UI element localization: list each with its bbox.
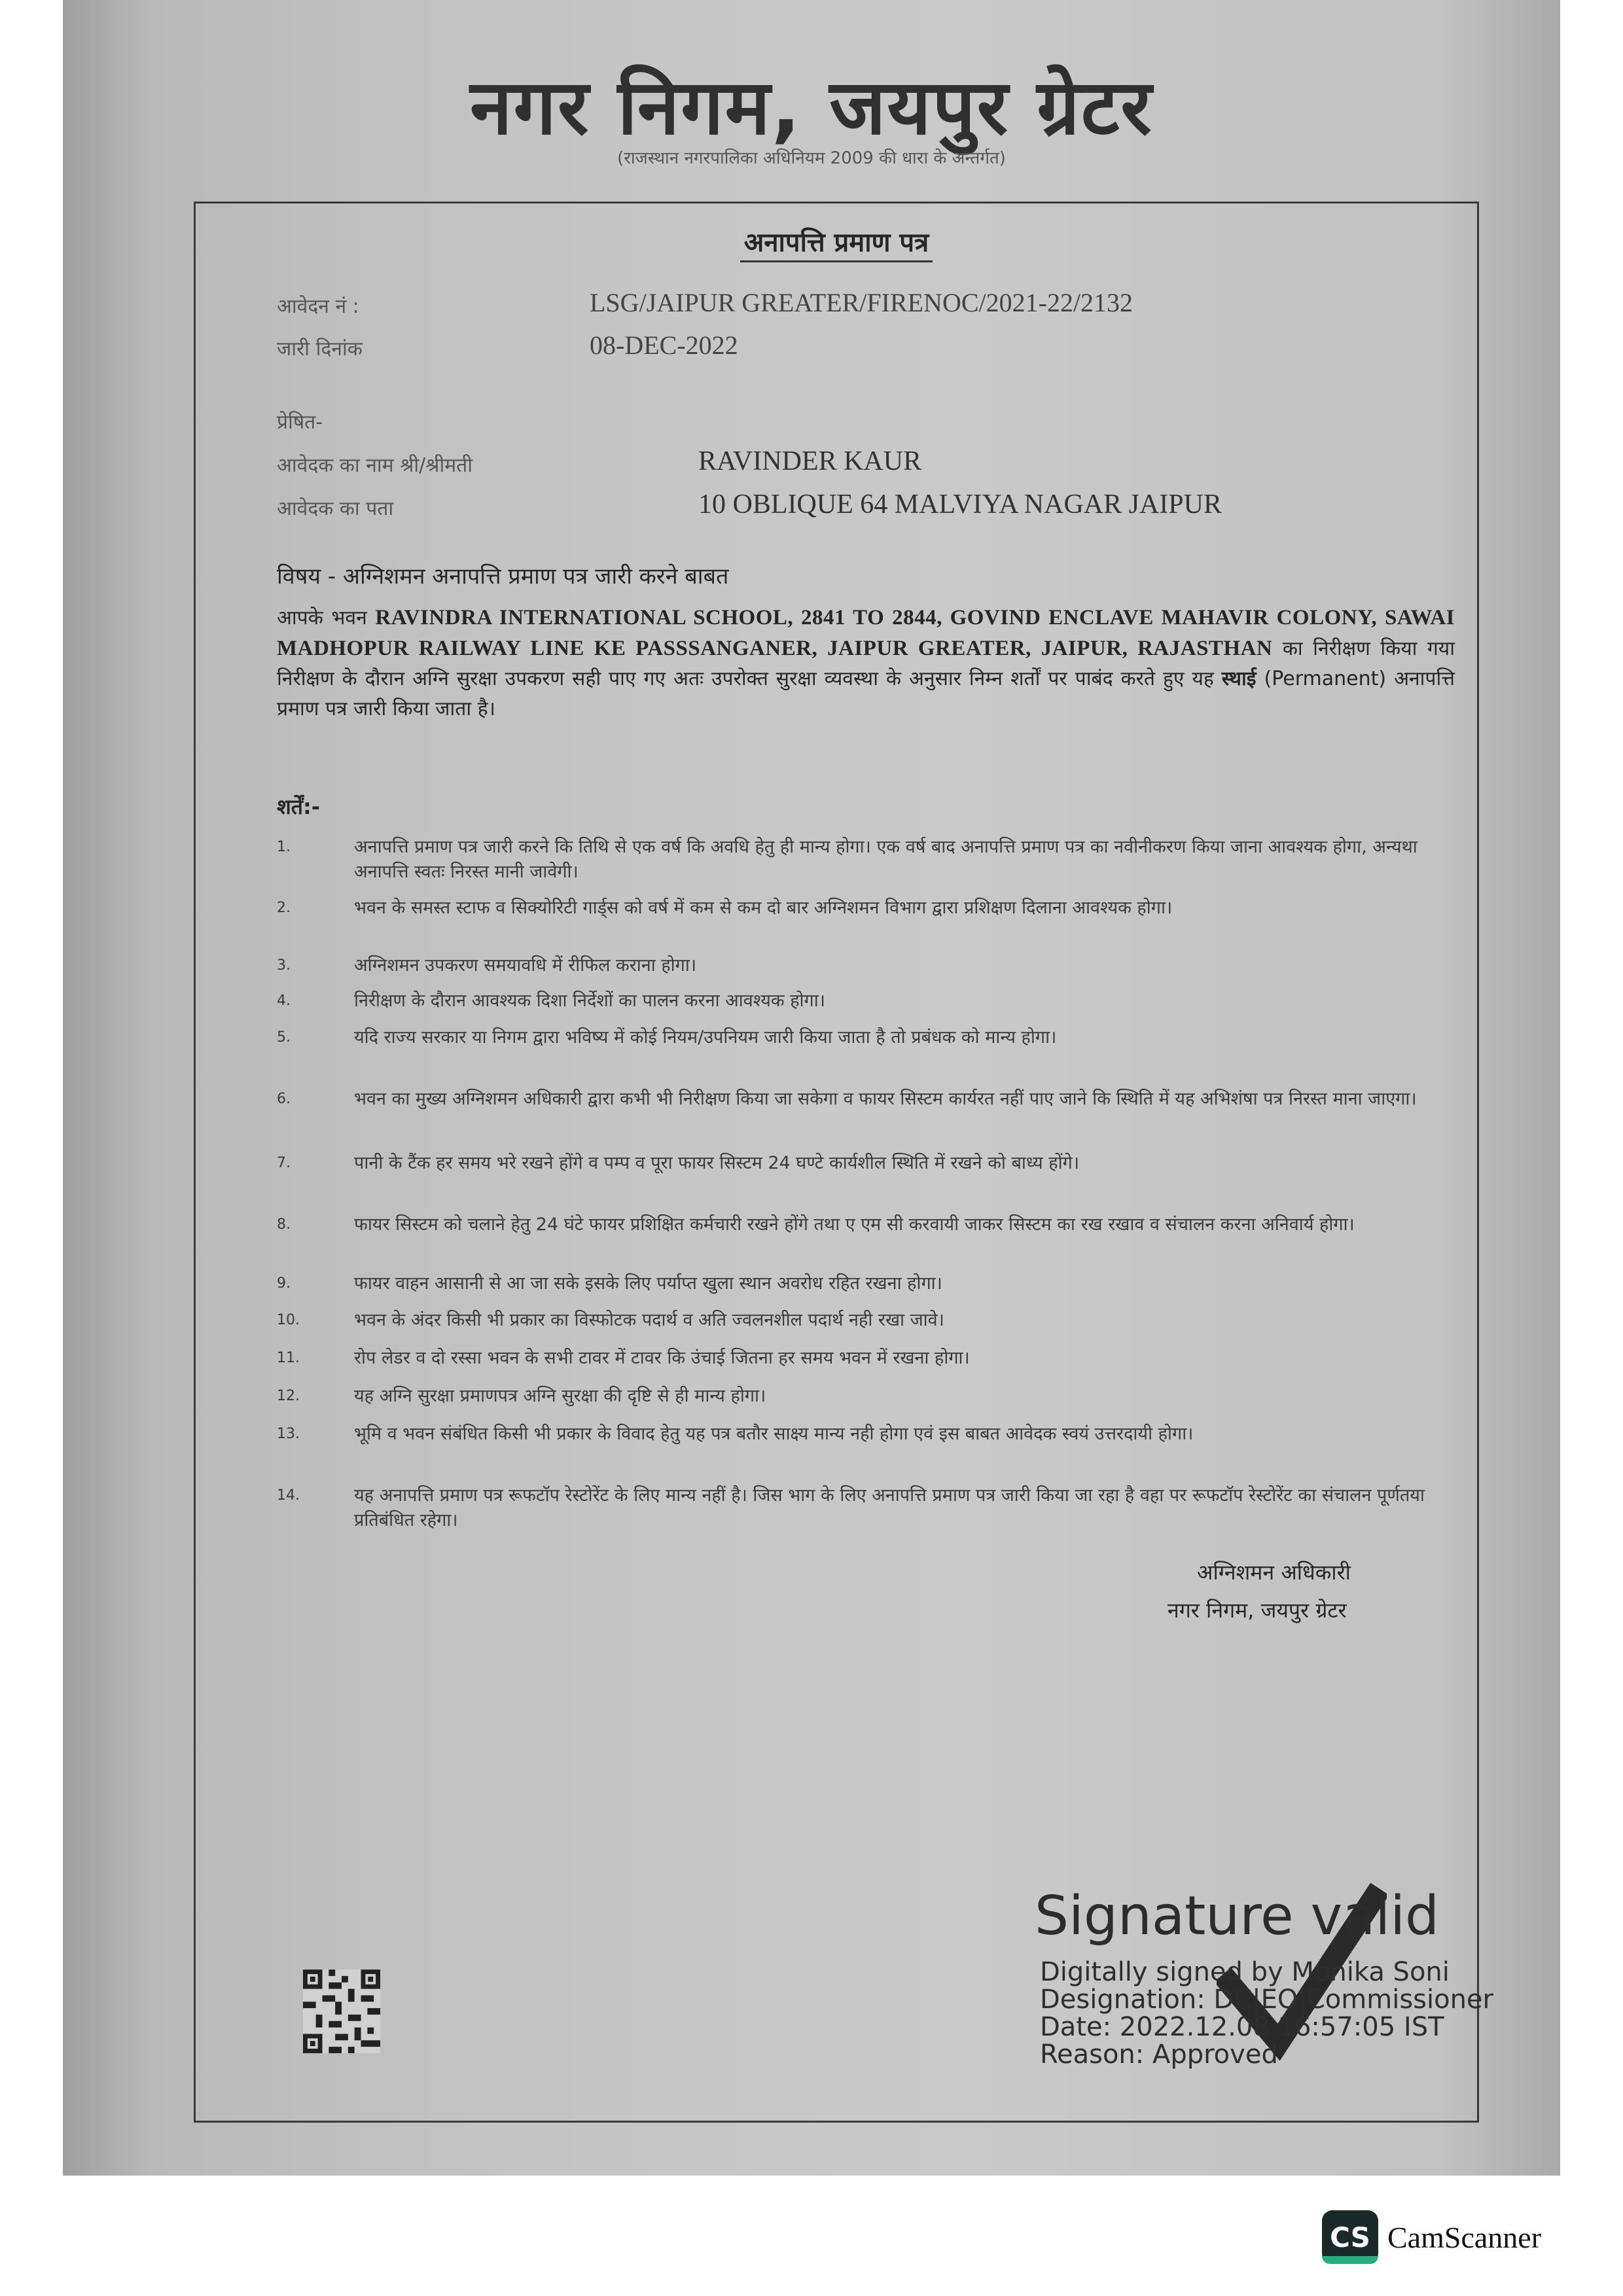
condition-item: 14. यह अनापत्ति प्रमाण पत्र रूफटॉप रेस्टोरेंट के लिए मान्य नहीं है। जिस भाग के लिए अनापत्ति प्रमाण पत्र जारी किया जा रहा है वहा पर रूफटॉप रेस्टोरेंट का संचालन पूर्णतया प्रतिबंधित रहेगा।: [277, 1485, 1425, 1530]
condition-item: 5. यदि राज्य सरकार या निगम द्वारा भविष्य में कोई नियम/उपनियम जारी किया जाता है तो प्रबंधक को मान्य होगा।: [277, 1027, 1057, 1048]
certificate-frame: [194, 202, 1493, 2123]
municipal-title: नगर निगम, जयपुर ग्रेटर: [470, 63, 1153, 152]
to-label: प्रेषित-: [277, 411, 323, 434]
qr-code-icon: [303, 1969, 380, 2054]
condition-item: 9. फायर वाहन आसानी से आ जा सके इसके लिए पर्याप्त खुला स्थान अवरोध रहित रखना होगा।: [277, 1273, 942, 1294]
body-suffix: (Permanent) अनापत्ति प्रमाण पत्र जारी किया जाता है।: [277, 667, 1455, 720]
certificate-title: अनापत्ति प्रमाण पत्र: [196, 223, 1477, 259]
condition-item: 8. फायर सिस्टम को चलाने हेतु 24 घंटे फायर प्रशिक्षित कर्मचारी रखने होंगे तथा ए एम सी करवायी जाकर सिस्टम का रख रखाव व संचालन करना अनिवार्य होगा।: [277, 1214, 1355, 1235]
condition-item: 11. रोप लेडर व दो रस्सा भवन के सभी टावर में टावर कि उंचाई जितना हर समय भवन में रखना होगा।: [277, 1348, 970, 1368]
signature-date: Date: 2022.12.08 16:57:05 IST: [1040, 2012, 1444, 2042]
application-no: LSG/JAIPUR GREATER/FIRENOC/2021-22/2132: [590, 288, 1133, 317]
applicant-name-label: आवेदक का नाम श्री/श्रीमती: [277, 454, 473, 477]
body-paragraph: [277, 603, 1455, 724]
building-name: RAVINDRA INTERNATIONAL SCHOOL, 2841 TO 2844, GOVIND ENCLAVE MAHAVIR COLONY, SAWAI MADHOPUR RAILWAY LINE KE PASSSANGANER, JAIPUR GREATER, JAIPUR, RAJASTHAN: [277, 606, 1455, 660]
condition-item: 2. भवन के समस्त स्टाफ व सिक्योरिटी गार्ड्स को वर्ष में कम से कम दो बार अग्निशमन विभाग द्वारा प्रशिक्षण दिलाना आवश्यक होगा।: [277, 898, 1173, 918]
condition-item: 7. पानी के टैंक हर समय भरे रखने होंगे व पम्प व पूरा फायर सिस्टम 24 घण्टे कार्यशील स्थिति में रखने को बाध्य होंगे।: [277, 1153, 1080, 1173]
conditions-heading: शर्तें:-: [277, 794, 321, 819]
body-prefix: आपके भवन: [277, 607, 367, 629]
condition-item: 4. निरीक्षण के दौरान आवश्यक दिशा निर्देशों का पालन करना आवश्यक होगा।: [277, 991, 825, 1011]
issue-date: 08-DEC-2022: [590, 330, 738, 360]
condition-item: 13. भूमि व भवन संबंधित किसी भी प्रकार के विवाद हेतु यह पत्र बतौर साक्ष्य मान्य नही होगा एवं इस बाबत आवेदक स्वयं उत्तरदायी होगा।: [277, 1424, 1194, 1444]
condition-item: 1. अनापत्ति प्रमाण पत्र जारी करने कि तिथि से एक वर्ष कि अवधि हेतु ही मान्य होगा। एक वर्ष बाद अनापत्ति प्रमाण पत्र का नवीनीकरण किया जाना आवश्यक होगा, अन्यथा अनापत्ति स्वतः निरस्त मानी जावेगी।: [277, 837, 1418, 882]
camscanner-logo-icon: CS: [1322, 2210, 1378, 2264]
signer-designation: Designation: DC|EO|Commissioner: [1040, 1985, 1493, 2015]
signature-reason: Reason: Approved: [1040, 2040, 1278, 2070]
signatory-designation: अग्निशमन अधिकारी: [1197, 1560, 1351, 1585]
condition-item: 6. भवन का मुख्य अग्निशमन अधिकारी द्वारा कभी भी निरीक्षण किया जा सकेगा व फायर सिस्टम कार्यरत नहीं पाए जाने कि स्थिति में यह अभिशंषा पत्र निरस्त माना जाएगा।: [277, 1089, 1417, 1109]
camscanner-watermark: [1322, 2210, 1541, 2264]
condition-item: 3. अग्निशमन उपकरण समयावधि में रीफिल कराना होगा।: [277, 955, 697, 976]
municipal-subtitle: (राजस्थान नगरपालिका अधिनियम 2009 की धारा के अन्तर्गत): [617, 149, 1006, 168]
body-mid: का निरीक्षण किया गया निरीक्षण के दौरान अग्नि सुरक्षा उपकरण सही पाए गए अतः उपरोक्त सुरक्षा व्यवस्था के अनुसार निम्न शर्तों पर पाबंद करते हुए यह: [277, 637, 1455, 690]
signed-by: Digitally signed by Monika Soni: [1040, 1957, 1450, 1987]
applicant-address: 10 OBLIQUE 64 MALVIYA NAGAR JAIPUR: [698, 489, 1222, 520]
scanned-page: [63, 0, 1560, 2176]
condition-item: 12. यह अग्नि सुरक्षा प्रमाणपत्र अग्नि सुरक्षा की दृष्टि से ही मान्य होगा।: [277, 1386, 766, 1406]
application-no-label: आवेदन नं :: [277, 295, 359, 318]
body-permanent: स्थाई: [1221, 667, 1257, 690]
applicant-name: RAVINDER KAUR: [698, 446, 922, 476]
issue-date-label: जारी दिनांक: [277, 338, 363, 361]
camscanner-name: CamScanner: [1387, 2220, 1542, 2254]
subject-line: विषय - अग्निशमन अनापत्ति प्रमाण पत्र जारी करने बाबत: [277, 563, 729, 590]
applicant-address-label: आवेदक का पता: [277, 497, 394, 520]
signatory-office: नगर निगम, जयपुर ग्रेटर: [1168, 1598, 1347, 1623]
signature-status: Signature valid: [1035, 1885, 1440, 1947]
condition-item: 10. भवन के अंदर किसी भी प्रकार का विस्फोटक पदार्थ व अति ज्वलनशील पदार्थ नही रखा जावे।: [277, 1310, 944, 1330]
